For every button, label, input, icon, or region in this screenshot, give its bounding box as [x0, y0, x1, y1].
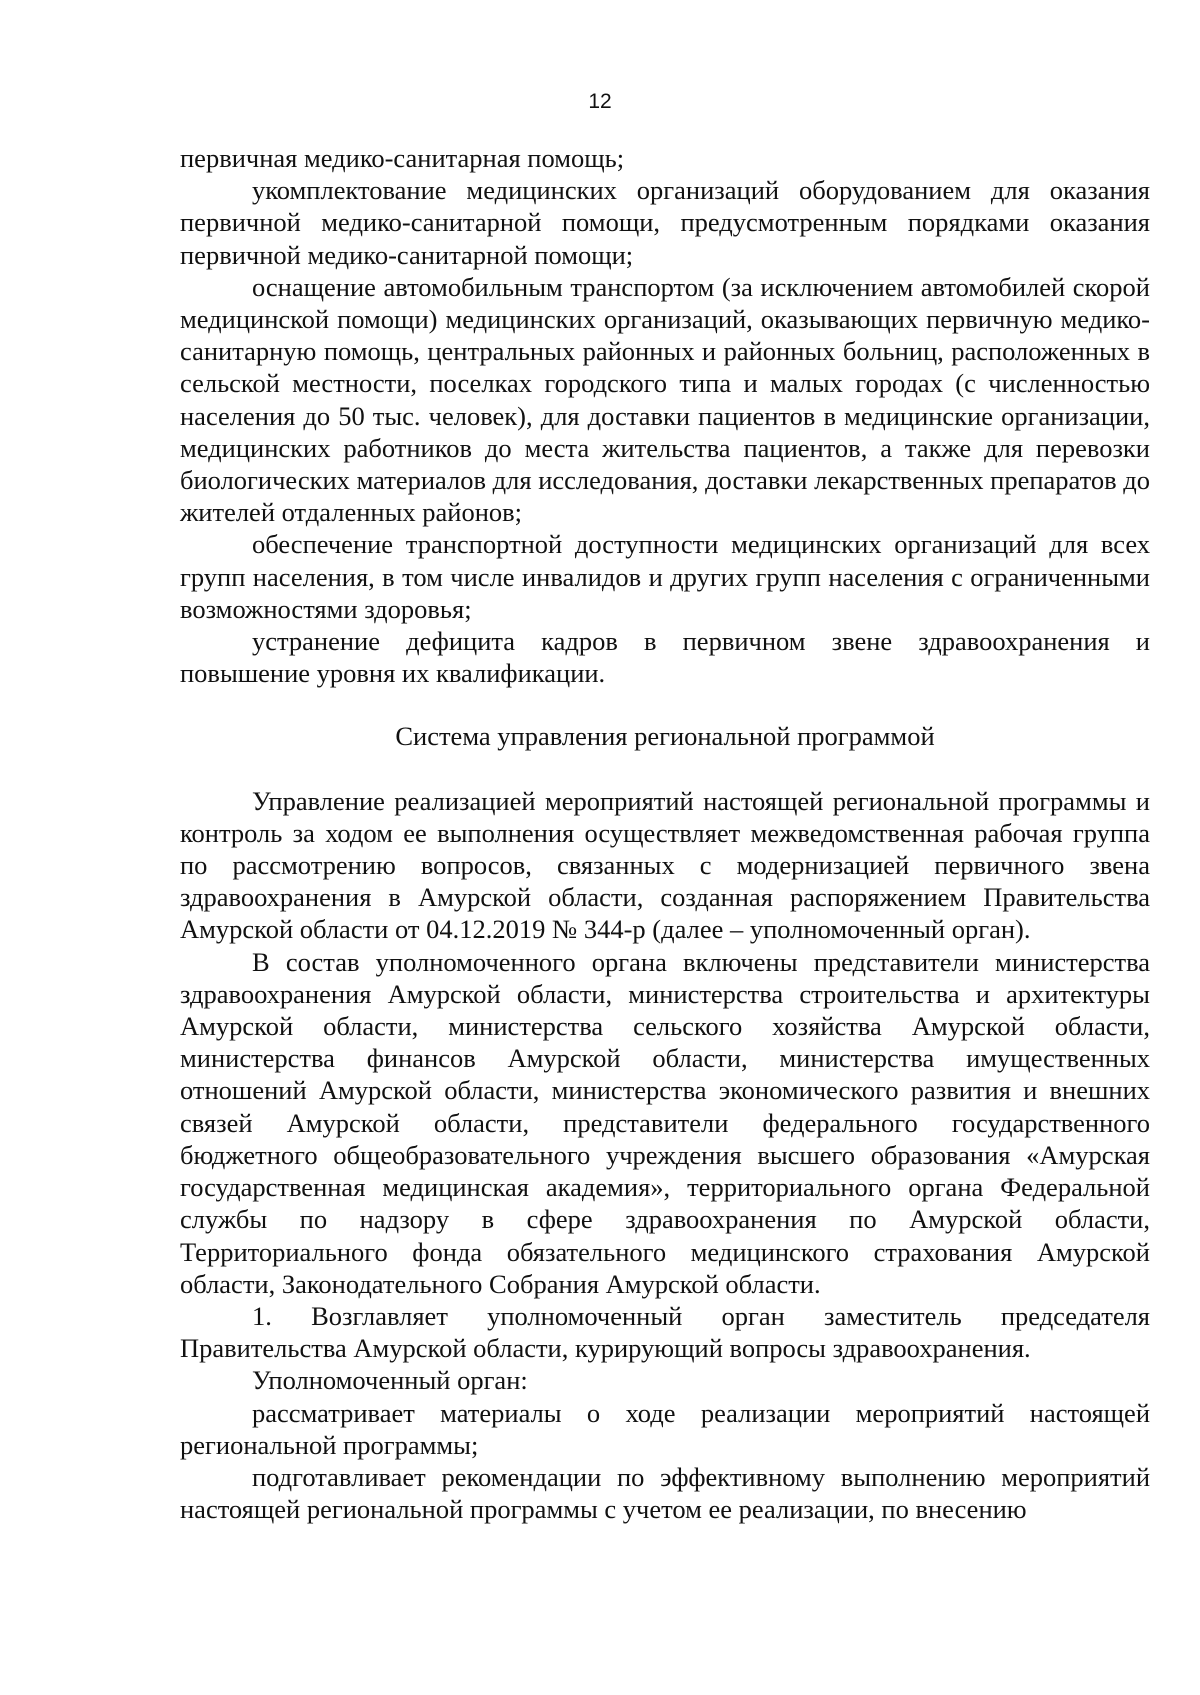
paragraph: Уполномоченный орган:: [252, 1365, 528, 1396]
paragraph: обеспечение транспортной доступности медицинских организаций для всех групп населения, в том числе инвалидов и других групп населения с ограниченными возможностями здоровья;: [180, 529, 1150, 624]
section-title: Система управления региональной программой: [395, 721, 935, 752]
paragraph: подготавливает рекомендации по эффективному выполнению мероприятий настоящей региональной программы с учетом ее реализации, по внесению: [180, 1461, 1150, 1525]
paragraph: первичная медико-санитарная помощь;: [180, 143, 625, 173]
paragraph: устранение дефицита кадров в первичном звене здравоохранения и повышение уровня их квалификации.: [180, 626, 1150, 689]
paragraph: 1. Возглавляет уполномоченный орган заместитель председателя Правительства Амурской области, курирующий вопросы здравоохранения.: [180, 1300, 1150, 1364]
paragraph: укомплектование медицинских организаций оборудованием для оказания первичной медико-санитарной помощи, предусмотренным порядками оказания первичной медико-санитарной помощи;: [180, 175, 1150, 270]
paragraph: В состав уполномоченного органа включены представители министерства здравоохранения Амурской области, министерства строительства и архитектуры Амурской области, министерства сельского хозяйства Амурской области, министерства финансов Амурской области, министерства имущественных отношений Амурской области, министерства экономического развития и внешних связей Амурской области, представители федерального государственного бюджетного общеобразовательного учреждения высшего образования «Амурская государственная медицинская академия», территориального органа Федеральной службы по надзору в сфере здравоохранения по Амурской области, Территориального фонда обязательного медицинского страхования Амурской области, Законодательного Собрания Амурской области.: [180, 946, 1150, 1299]
paragraph: Управление реализацией мероприятий настоящей региональной программы и контроль за ходом ее выполнения осуществляет межведомственная рабочая группа по рассмотрению вопросов, связанных с модернизацией первичного звена здравоохранения в Амурской области, созданная распоряжением Правительства Амурской области от 04.12.2019 № 344-р (далее – уполномоченный орган).: [180, 785, 1150, 945]
document-body: [180, 142, 1150, 1525]
paragraph: оснащение автомобильным транспортом (за исключением автомобилей скорой медицинской помощи) медицинских организаций, оказывающих первичную медико-санитарную помощь, центральных районных и районных больниц, расположенных в сельской местности, поселках городского типа и малых городах (с численностью населения до 50 тыс. человек), для доставки пациентов в медицинские организации, медицинских работников до места жительства пациентов, а также для перевозки биологических материалов для исследования, доставки лекарственных препаратов до жителей отдаленных районов;: [180, 271, 1150, 528]
page-number: 12: [588, 90, 612, 113]
paragraph: рассматривает материалы о ходе реализации мероприятий настоящей региональной программы;: [180, 1397, 1150, 1460]
